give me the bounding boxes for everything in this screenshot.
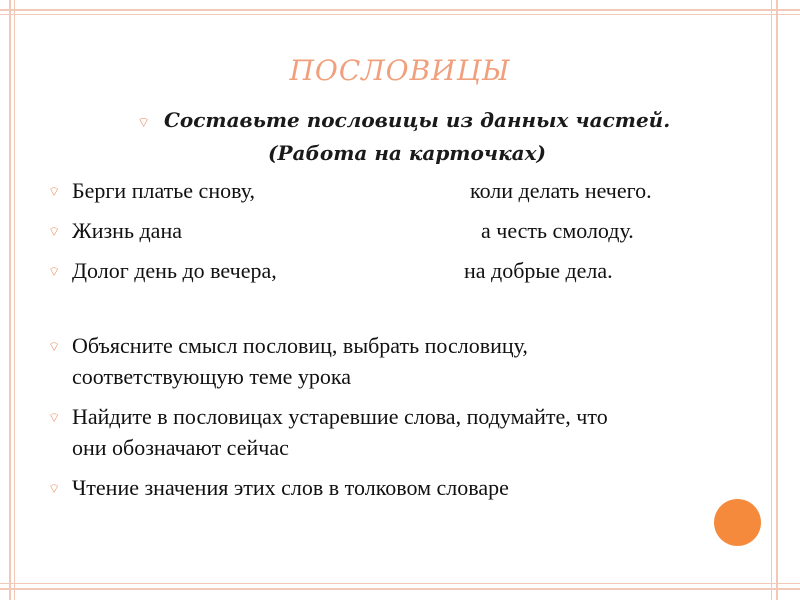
task-2-line-1: Найдите в пословицах устаревшие слова, подумайте, что — [72, 404, 608, 429]
bullet-icon: ⌔ — [48, 225, 61, 240]
proverb-right-1: коли делать нечего. — [470, 178, 652, 203]
frame-border — [771, 0, 772, 600]
bullet-icon: ⌔ — [48, 411, 61, 426]
task-1-line-2: соответствующую теме урока — [72, 364, 352, 389]
task-1-line-1: Объясните смысл пословиц, выбрать пословицу, — [72, 333, 528, 358]
bullet-icon: ⌔ — [48, 482, 61, 497]
bullet-icon: ⌔ — [48, 185, 61, 200]
frame-border — [0, 588, 800, 590]
proverb-right-2: а честь смолоду. — [481, 218, 634, 243]
frame-border — [0, 583, 800, 584]
frame-border — [9, 0, 11, 600]
bullet-icon: ⌔ — [137, 115, 151, 131]
frame-border — [0, 9, 800, 11]
frame-border — [0, 14, 800, 15]
task-3-line-1: Чтение значения этих слов в толковом словаре — [72, 475, 509, 500]
proverb-left-3: Долог день до вечера, — [72, 258, 277, 283]
bullet-icon: ⌔ — [48, 340, 61, 355]
slide-title: ПОСЛОВИЦЫ — [289, 54, 511, 87]
instruction-line-2: (Работа на карточках) — [268, 141, 546, 165]
proverb-right-3: на добрые дела. — [464, 258, 613, 283]
proverb-left-1: Берги платье снову, — [72, 178, 256, 203]
frame-border — [14, 0, 15, 600]
proverb-left-2: Жизнь дана — [72, 218, 182, 243]
bullet-icon: ⌔ — [48, 265, 61, 280]
decorative-orange-circle — [714, 499, 761, 546]
task-2-line-2: они обозначают сейчас — [72, 435, 289, 460]
instruction-line-1: Составьте пословицы из данных частей. — [164, 108, 671, 132]
frame-border — [776, 0, 778, 600]
